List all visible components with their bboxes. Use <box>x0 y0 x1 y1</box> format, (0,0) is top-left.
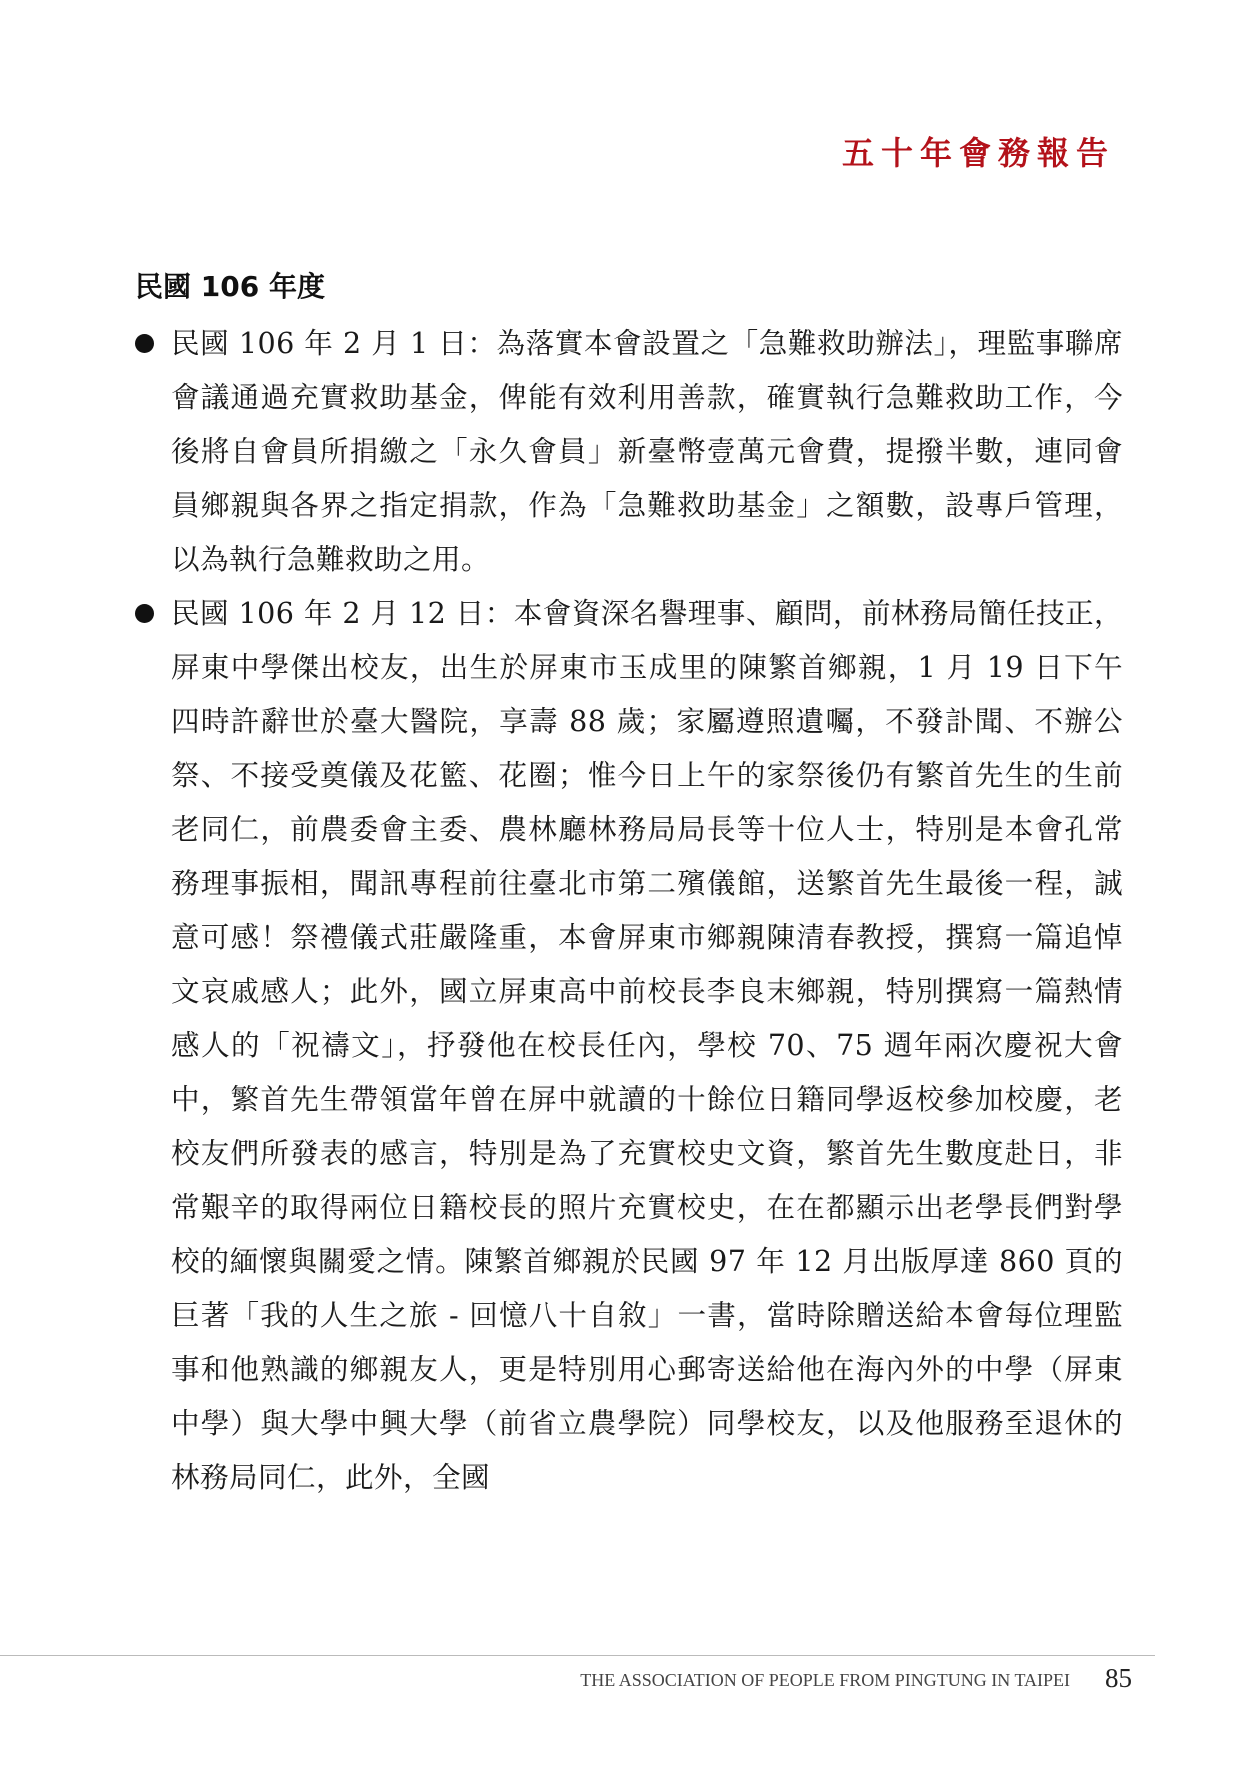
section-heading: 民國 106 年度 <box>135 270 325 303</box>
entry-text: 民國 106 年 2 月 12 日：本會資深名譽理事、顧問，前林務局簡任技正，屏東中學傑出校友，出生於屏東市玉成里的陳繁首鄉親，1 月 19 日下午四時許辭世於臺大醫院，享壽 88 歲；家屬遵照遺囑，不發訃聞、不辦公祭、不接受奠儀及花籃、花圈；惟今日上午的家祭後仍有繁首先生的生前老同仁，前農委會主委、農林廳林務局局長等十位人士，特別是本會孔常務理事振相，聞訊專程前往臺北市第二殯儀館，送繁首先生最後一程，誠意可感！祭禮儀式莊嚴隆重，本會屏東市鄉親陳清春教授，撰寫一篇追悼文哀戚感人；此外，國立屏東高中前校長李良末鄉親，特別撰寫一篇熱情感人的「祝禱文」，抒發他在校長任內，學校 70、75 週年兩次慶祝大會中，繁首先生帶領當年曾在屏中就讀的十餘位日籍同學返校參加校慶，老校友們所發表的感言，特別是為了充實校史文資，繁首先生數度赴日，非常艱辛的取得兩位日籍校長的照片充實校史，在在都顯示出老學長們對學校的緬懷與關愛之情。陳繁首鄉親於民國 97 年 12 月出版厚達 860 頁的巨著「我的人生之旅 - 回憶八十自敘」一書，當時除贈送給本會每位理監事和他熟識的鄉親友人，更是特別用心郵寄送給他在海內外的中學（屏東中學）與大學中興大學（前省立農學院）同學校友，以及他服務至退休的林務局同仁，此外，全國 <box>171 596 1123 1494</box>
list-item <box>133 586 1123 1504</box>
footer-divider <box>0 1655 1155 1656</box>
footer-association-name: THE ASSOCIATION OF PEOPLE FROM PINGTUNG IN TAIPEI <box>580 1670 1070 1690</box>
entry-list <box>133 316 1123 1504</box>
page-number: 85 <box>1105 1663 1132 1693</box>
bullet-icon <box>135 604 154 623</box>
running-header-title: 五十年會務報告 <box>841 134 1115 172</box>
bullet-icon <box>135 334 154 353</box>
list-item <box>133 316 1123 586</box>
entry-text: 民國 106 年 2 月 1 日：為落實本會設置之「急難救助辦法」，理監事聯席會議通過充實救助基金，俾能有效利用善款，確實執行急難救助工作，今後將自會員所捐繳之「永久會員」新臺幣壹萬元會費，提撥半數，連同會員鄉親與各界之指定捐款，作為「急難救助基金」之額數，設專戶管理，以為執行急難救助之用。 <box>171 326 1123 576</box>
